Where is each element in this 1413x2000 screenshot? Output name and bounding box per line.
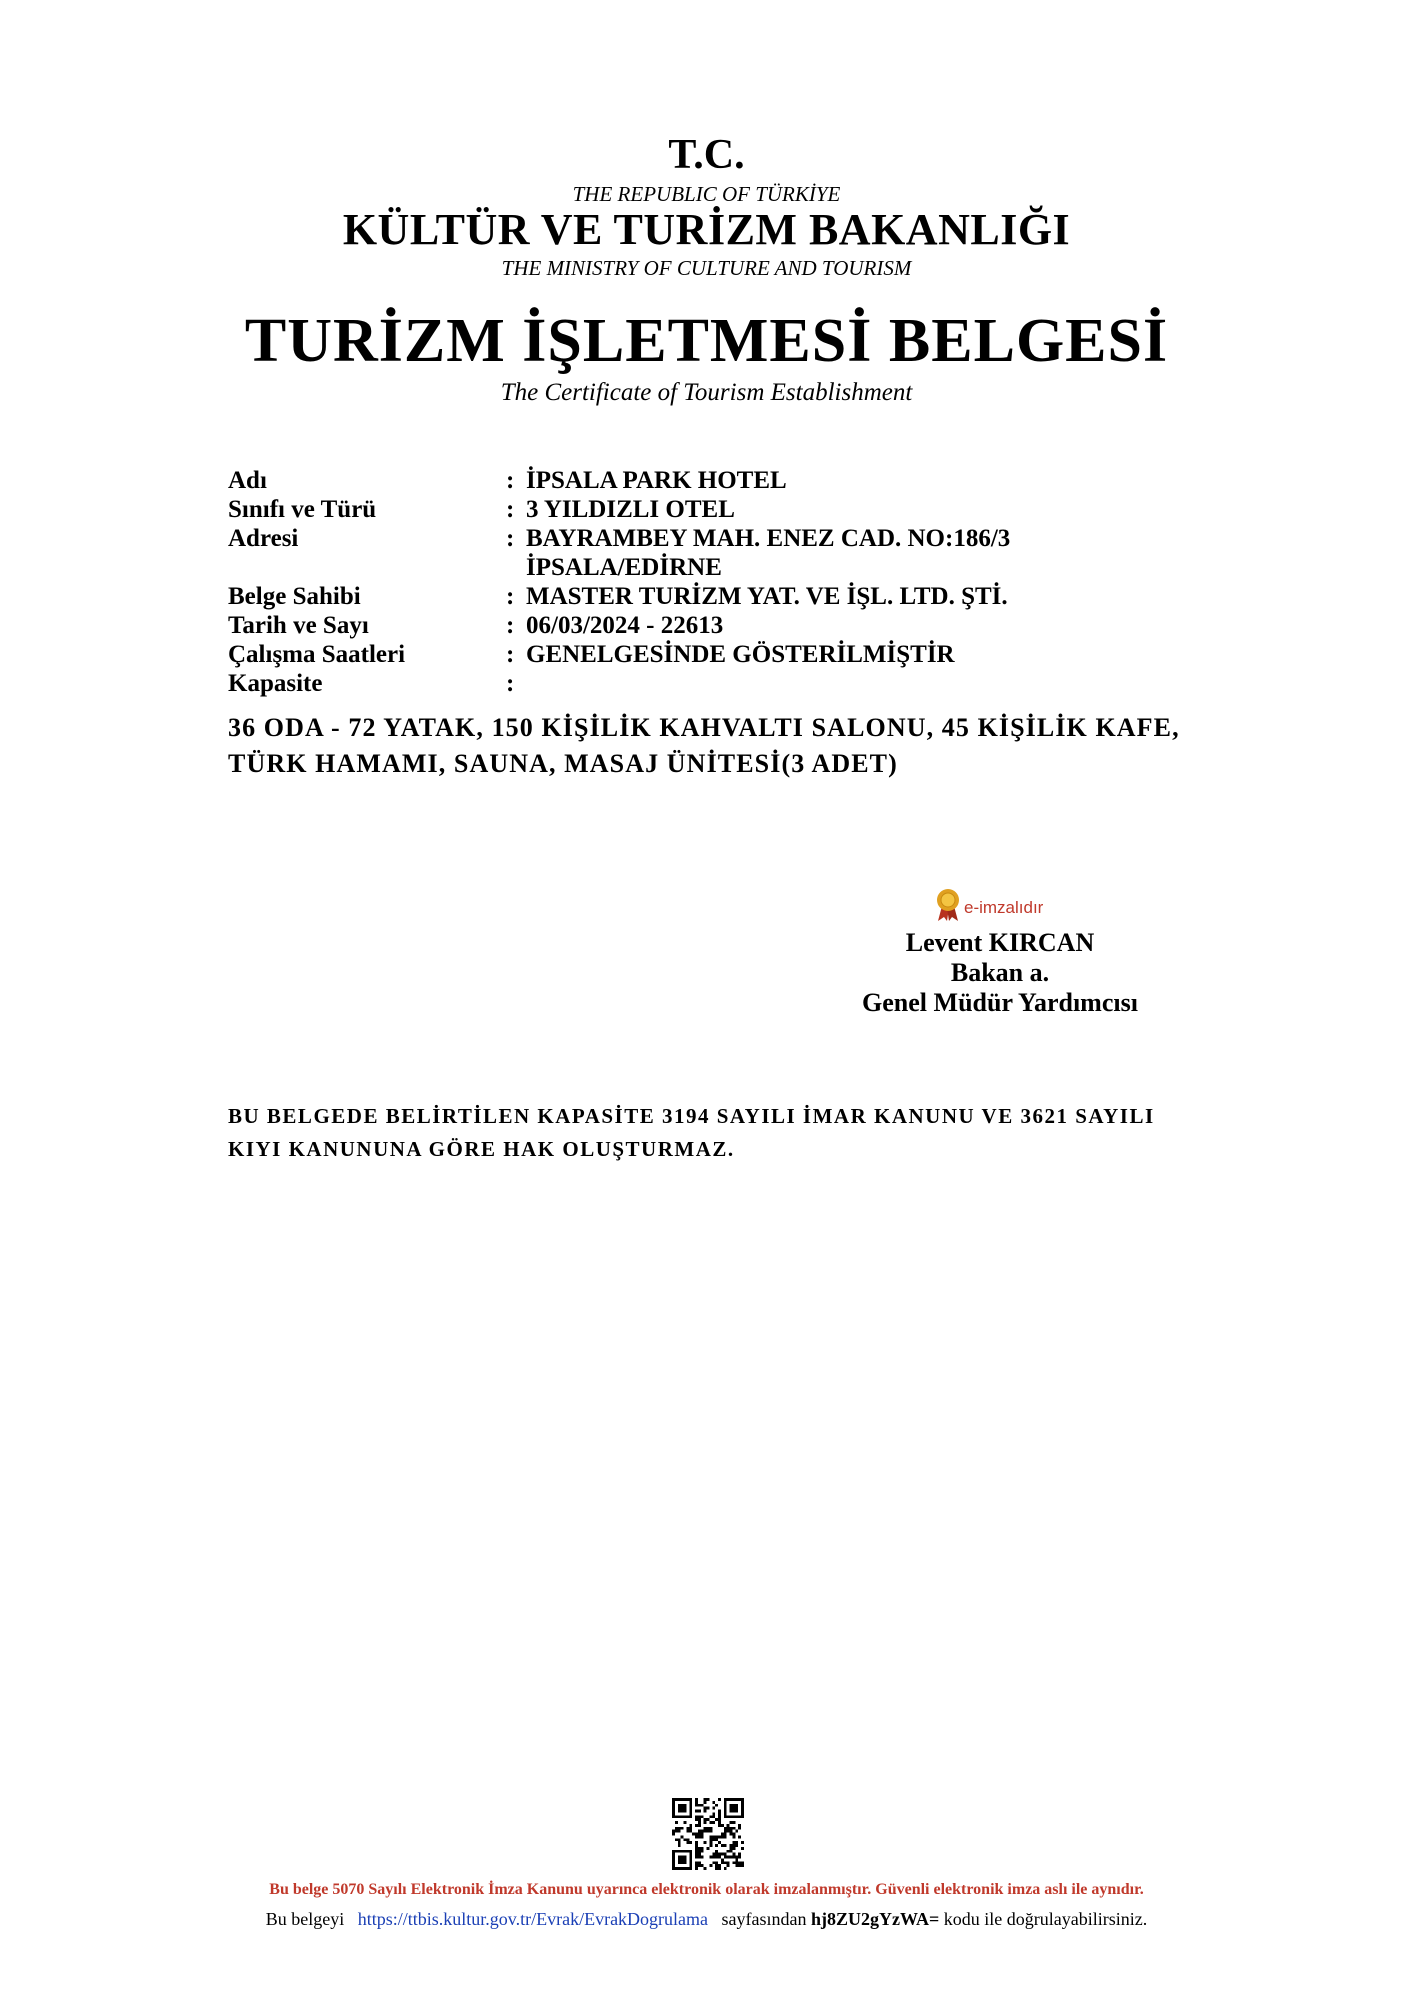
field-row-address-cont (228, 553, 1188, 582)
field-label: Kapasite (228, 670, 323, 697)
legal-notice: BU BELGEDE BELİRTİLEN KAPASİTE 3194 SAYILI İMAR KANUNU VE 3621 SAYILI KIYI KANUNUNA GÖRE HAK OLUŞTURMAZ. (228, 1104, 1155, 1161)
field-value (526, 669, 1188, 698)
document-title: TURİZM İŞLETMESİ BELGESİ (244, 307, 1169, 375)
field-row-capacity (228, 669, 1188, 698)
field-colon: : (506, 670, 515, 697)
field-value: İPSALA PARK HOTEL (526, 467, 787, 494)
field-label: Adresi (228, 525, 299, 552)
field-colon-empty (506, 553, 526, 582)
verify-suffix: kodu ile doğrulayabilirsiniz. (943, 1909, 1148, 1929)
header-ministry-en: THE MINISTRY OF CULTURE AND TOURISM (501, 256, 912, 280)
field-row-class (228, 495, 1188, 524)
field-label (228, 553, 506, 582)
field-colon: : (506, 467, 515, 494)
field-colon: : (506, 641, 515, 668)
verify-prefix: Bu belgeyi (265, 1909, 345, 1929)
e-signature-seal (935, 888, 1043, 927)
signer-name: Levent KIRCAN (905, 928, 1095, 957)
signer-position: Genel Müdür Yardımcısı (862, 988, 1138, 1017)
qr-code-icon (672, 1798, 744, 1870)
field-value: MASTER TURİZM YAT. VE İŞL. LTD. ŞTİ. (526, 583, 1008, 610)
verification-footer (0, 1908, 1413, 1930)
field-list (228, 466, 1188, 698)
field-row-hours (228, 640, 1188, 669)
field-row-owner (228, 582, 1188, 611)
e-signature-seal-icon (935, 888, 961, 927)
field-label: Adı (228, 467, 267, 494)
field-label: Çalışma Saatleri (228, 641, 406, 668)
verify-mid: sayfasından (721, 1909, 807, 1929)
field-colon: : (506, 612, 515, 639)
e-signature-legal-footer: Bu belge 5070 Sayılı Elektronik İmza Kanunu uyarınca elektronik olarak imzalanmıştır. Güvenli elektronik imza aslı ile aynıdır. (269, 1881, 1144, 1898)
field-value: BAYRAMBEY MAH. ENEZ CAD. NO:186/3 (526, 525, 1011, 552)
field-value: GENELGESİNDE GÖSTERİLMİŞTİR (526, 641, 955, 668)
signer-on-behalf: Bakan a. (950, 958, 1050, 987)
verify-link[interactable]: https://ttbis.kultur.gov.tr/Evrak/EvrakDogrulama (357, 1909, 709, 1929)
field-label: Sınıfı ve Türü (228, 496, 377, 523)
field-row-address (228, 524, 1188, 553)
capacity-description: 36 ODA - 72 YATAK, 150 KİŞİLİK KAHVALTI SALONU, 45 KİŞİLİK KAFE, TÜRK HAMAMI, SAUNA, MASAJ ÜNİTESİ(3 ADET) (228, 713, 1180, 778)
field-label: Tarih ve Sayı (228, 612, 369, 639)
field-colon: : (506, 525, 515, 552)
field-label: Belge Sahibi (228, 583, 361, 610)
verify-code: hj8ZU2gYzWA= (811, 1909, 940, 1929)
field-row-date (228, 611, 1188, 640)
header-ministry: KÜLTÜR VE TURİZM BAKANLIĞI (342, 205, 1071, 254)
field-value: 06/03/2024 - 22613 (526, 612, 724, 639)
field-value: İPSALA/EDİRNE (526, 554, 722, 581)
e-signature-label: e-imzalıdır (964, 897, 1044, 917)
field-value: 3 YILDIZLI OTEL (526, 496, 735, 523)
field-colon: : (506, 583, 515, 610)
field-colon: : (506, 496, 515, 523)
document-title-en: The Certificate of Tourism Establishment (500, 379, 913, 406)
header-tc: T.C. (668, 132, 745, 178)
header-tc-en: THE REPUBLIC OF TÜRKİYE (572, 182, 841, 206)
field-row-name (228, 466, 1188, 495)
